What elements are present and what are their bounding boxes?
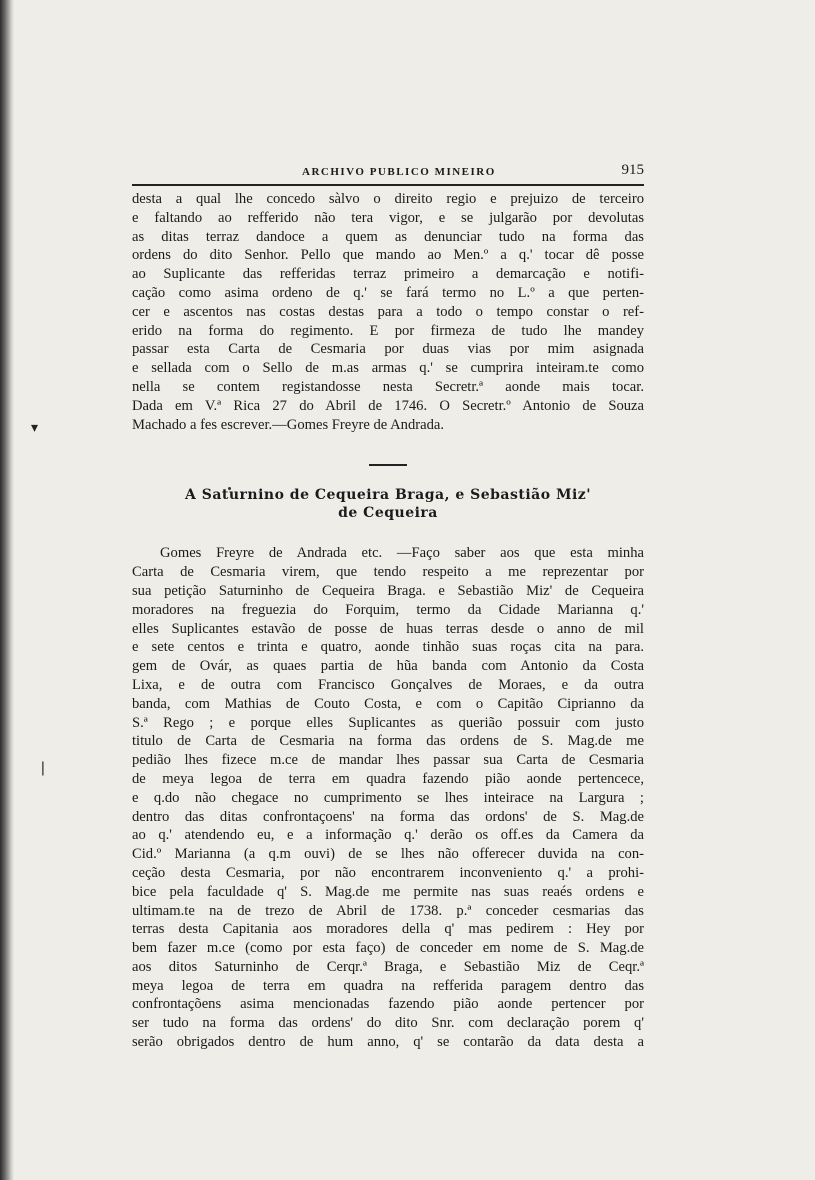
text-line: gem de Ovár, as quaes partia de hũa banda com Antonio da Costa <box>132 658 644 675</box>
text-line: e faltando ao refferido não tera vigor, e se julgarão por devolutas <box>132 209 644 226</box>
text-line: bem fazer m.ce (como por esta faço) de conceder em nome de S. Mag.de <box>132 940 644 957</box>
text-line: S.ª Rego ; e porque elles Suplicantes as querião possuir com justo <box>132 714 644 731</box>
text-line: de meya legoa de terra em quadra fazendo pião aonde pertencece, <box>132 770 644 787</box>
text-line: Lixa, e de outra com Francisco Gonçalves de Moraes, e da outra <box>132 676 644 693</box>
text-line: as ditas terraz dandoce a quem as denunciar tudo na forma das <box>132 228 644 245</box>
section-heading-line: A Saturnino de Cequeira Braga, e Sebastião Miz' <box>184 487 591 504</box>
text-line: elles Suplicantes estavão de posse de huas terras desde o anno de mil <box>132 620 644 637</box>
text-line: Dada em V.ª Rica 27 do Abril de 1746. O Secretr.º Antonio de Souza <box>132 397 644 414</box>
text-line: cação como asima ordeno de q.' se fará termo no L.º a que perten- <box>132 284 644 301</box>
text-line: pedião lhes fizece m.ce de mandar lhes passar sua Carta de Cesmaria <box>132 752 644 769</box>
running-title: ARCHIVO PUBLICO MINEIRO <box>302 166 496 178</box>
text-line: titulo de Carta de Cesmaria na forma das ordens de S. Mag.de me <box>132 733 644 750</box>
text-line: ceção desta Cesmaria, por não encontrarem inconveniento q.' a prohi- <box>132 864 644 881</box>
text-line: ultimam.te na de trezo de Abril de 1738. p.ª conceder cesmarias das <box>132 902 644 919</box>
text-line: ao Suplicante das refferidas terraz primeiro a demarcação e notifi- <box>132 266 644 283</box>
text-line: passar esta Carta de Cesmaria por duas vias por mim asignada <box>132 341 644 358</box>
text-line: aos ditos Saturninho de Cerqr.ª Braga, e Sebastião Miz de Ceqr.ª <box>132 958 644 975</box>
text-line: banda, com Mathias de Couto Costa, e com o Capitão Ciprianno da <box>132 695 644 712</box>
text-line: Cid.º Marianna (a q.m ouvi) de se lhes não offerecer duvida na con- <box>132 846 644 863</box>
book-page <box>132 160 644 1052</box>
page-number: 915 <box>621 162 644 178</box>
text-line: bice pela faculdade q' S. Mag.de me permite nas suas reaés ordens e <box>132 883 644 900</box>
text-line: Carta de Cesmaria virem, que tendo respeito a me reprezentar por <box>132 564 644 581</box>
text-line: cer e ascentos nas costas destas para a todo o tempo constar o ref- <box>132 303 644 320</box>
section-heading <box>132 486 644 522</box>
margin-arrow-mark: ▾ <box>31 420 39 436</box>
text-line: dentro das ditas confrontaçoens' na forma das ordons' de S. Mag.de <box>132 808 644 825</box>
text-line: meya legoa de terra em quadra na refferida paragem dentro das <box>132 977 644 994</box>
text-line: Machado a fes escrever.—Gomes Freyre de Andrada. <box>132 416 445 433</box>
paragraph-carta-cesmaria <box>132 544 644 1052</box>
margin-tick-mark: ❘ <box>37 760 49 776</box>
text-line: e sellada com o Sello de m.as armas q.' se cumprira inteiram.te como <box>132 360 644 377</box>
text-line: ao q.' atendendo eu, e a informação q.' derão os off.es da Camera da <box>132 827 644 844</box>
text-line: serão obrigados dentro de hum anno, q' se contarão da data desta a <box>132 1034 644 1051</box>
paragraph-continuation <box>132 190 644 434</box>
text-line: ordens do dito Senhor. Pello que mando ao Men.º a q.' tocar dê posse <box>132 247 644 264</box>
running-head <box>132 160 644 182</box>
text-line: e q.do não chegace no cumprimento se lhes inteirace na Largura ; <box>132 789 644 806</box>
section-heading-line: de Cequeira <box>338 505 438 522</box>
book-binding-edge <box>0 0 14 1180</box>
header-rule <box>132 184 644 186</box>
text-line: confrontaçõens asima mencionadas fazendo pião aonde pertencer por <box>132 996 644 1013</box>
section-separator <box>369 464 407 466</box>
text-line: erido na forma do regimento. E por firmeza de tudo lhe mandey <box>132 322 644 339</box>
text-line: ser tudo na forma das ordens' do dito Snr. com declaração porem q' <box>132 1015 644 1032</box>
text-line: desta a qual lhe concedo sàlvo o direito regio e prejuizo de terceiro <box>132 191 644 207</box>
text-line: nella se contem registandosse nesta Secretr.ª aonde mais tocar. <box>132 378 644 395</box>
text-line: moradores na freguezia do Forquim, termo da Cidade Marianna q.' <box>132 601 644 618</box>
text-line: terras desta Capitania aos moradores della q' mas pedirem : Hey por <box>132 921 644 938</box>
text-line: Gomes Freyre de Andrada etc. —Faço saber aos que esta minha <box>160 545 644 562</box>
text-line: sua petição Saturninho de Cequeira Braga. e Sebastião Miz' de Cequeira <box>132 582 644 599</box>
text-line: e sete centos e trinta e quatro, aonde tinhão suas roças cita na para. <box>132 639 644 656</box>
